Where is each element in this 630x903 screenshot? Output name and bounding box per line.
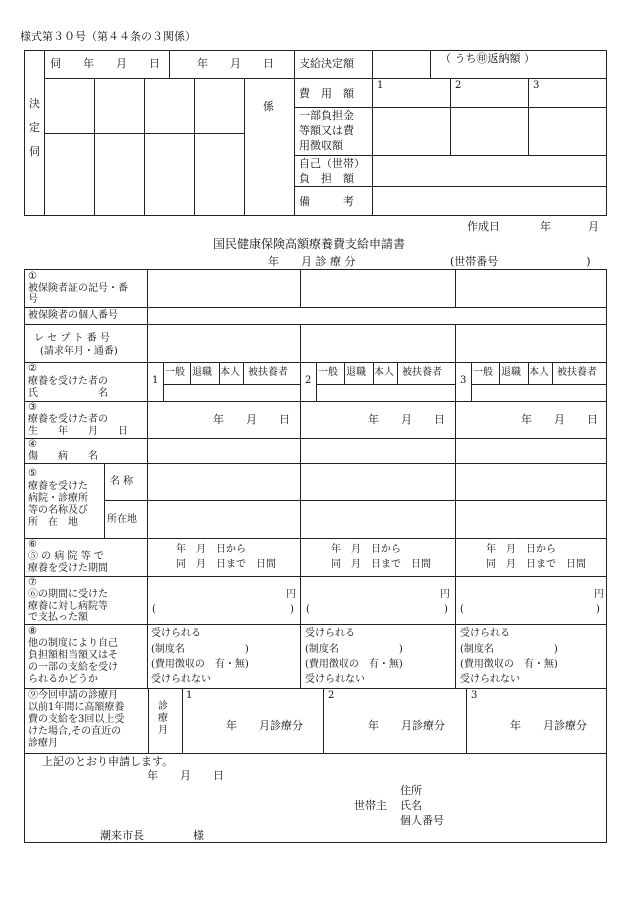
decision-date: 伺 年 月 日 bbox=[50, 57, 160, 70]
r5-label-2: 病院・診療所 bbox=[28, 493, 88, 504]
created-label: 作成日 bbox=[467, 220, 500, 233]
r6-c1-from: 年 月 日から bbox=[176, 544, 246, 555]
apply-date: 年 月 日 bbox=[147, 769, 224, 782]
r7-c1-open: ( bbox=[152, 604, 156, 615]
kakari-label: 係 bbox=[263, 100, 274, 113]
r8-c2-l3: (費用徴収の 有・無) bbox=[305, 659, 403, 670]
r2-col1-num: 1 bbox=[152, 375, 159, 386]
r9-c2-month: 年 月診療分 bbox=[368, 719, 445, 732]
r8-label-4: られるかどうか bbox=[28, 674, 98, 685]
r7-label-1: ⑥の期間に受けた bbox=[28, 589, 108, 600]
r6-c3-from: 年 月 日から bbox=[486, 544, 556, 555]
self-label-1: 自己（世帯） bbox=[299, 157, 365, 170]
r8-c1-l3: (費用徴収の 有・無) bbox=[151, 659, 249, 670]
r2-c2-type-3: 本人 bbox=[374, 367, 394, 378]
r7-c1-close: ) bbox=[290, 604, 294, 615]
r6-label-2: 療養を受けた期間 bbox=[28, 563, 108, 574]
r1-num: ① bbox=[28, 271, 37, 282]
remarks-label: 備 考 bbox=[299, 195, 354, 208]
head-label: 世帯主 bbox=[354, 799, 387, 812]
r7-c2-close: ) bbox=[444, 604, 448, 615]
r5-label-1: 療養を受けた bbox=[28, 481, 88, 492]
subtitle-period: 年 月 診 療 分 bbox=[268, 255, 356, 268]
r2-c1-type-4: 被扶養者 bbox=[248, 367, 288, 378]
side-label-1: 決 bbox=[29, 97, 40, 110]
r6-num: ⑥ bbox=[28, 539, 37, 550]
r6-c2-to: 同 月 日まで 日間 bbox=[331, 559, 431, 570]
r5-num: ⑤ bbox=[28, 468, 37, 479]
r2-col3-num: 3 bbox=[460, 375, 467, 386]
r1-label-1: 被保険者証の記号・番 bbox=[28, 283, 128, 294]
r8-label-2: 負担額相当額又はそ bbox=[28, 650, 118, 661]
r6-c2-from: 年 月 日から bbox=[331, 544, 401, 555]
r2-c2-type-4: 被扶養者 bbox=[402, 367, 442, 378]
r6-label-1: ⑤ の 病 院 等 で bbox=[28, 551, 104, 562]
r7-c2-yen: 円 bbox=[440, 589, 450, 600]
r2-c1-type-2: 退職 bbox=[192, 367, 212, 378]
r3-num: ③ bbox=[28, 402, 37, 413]
r9-label-2: 以前1年間に高額療養 bbox=[28, 702, 125, 713]
r2-c2-type-1: 一般 bbox=[318, 367, 338, 378]
r-receipt-label-1: レ セ プ ト 番 号 bbox=[34, 333, 110, 344]
r8-label-1: 他の制度により自己 bbox=[28, 638, 118, 649]
r2-c1-type-3: 本人 bbox=[220, 367, 240, 378]
r7-label-2: 療養に対し病院等 bbox=[28, 601, 108, 612]
id-label: 個人番号 bbox=[400, 814, 444, 827]
r7-label-3: で支払った額 bbox=[28, 612, 88, 623]
created-year: 年 bbox=[540, 220, 551, 233]
r6-c3-to: 同 月 日まで 日間 bbox=[486, 559, 586, 570]
mayor-label: 潮来市長 bbox=[100, 829, 144, 842]
r5-name-label: 名 称 bbox=[110, 476, 134, 487]
r3-c2-date: 年 月 日 bbox=[368, 413, 445, 426]
r2-num: ② bbox=[28, 363, 37, 374]
statement: 上記のとおり申請します。 bbox=[42, 755, 174, 768]
r5-addr-label: 所在地 bbox=[107, 514, 137, 525]
page-title: 国民健康保険高額療養費支給申請書 bbox=[213, 237, 406, 251]
r8-c3-l3: (費用徴収の 有・無) bbox=[460, 659, 558, 670]
r7-c1-yen: 円 bbox=[286, 589, 296, 600]
address-label: 住所 bbox=[400, 784, 422, 797]
r9-label-4: けた場合,その直近の bbox=[28, 726, 122, 737]
r4-label: 傷 病 名 bbox=[28, 451, 98, 462]
r2-c3-type-1: 一般 bbox=[473, 367, 493, 378]
form-number: 様式第３０号（第４４条の３関係） bbox=[20, 30, 196, 43]
r4-num: ④ bbox=[28, 439, 37, 450]
r8-c1-l2: (制度名 ) bbox=[151, 644, 249, 655]
r8-c3-l1: 受けられる bbox=[460, 628, 510, 639]
r3-label-1: 療養を受けた者の bbox=[28, 414, 108, 425]
subtitle-household: (世帯番号 ) bbox=[450, 255, 591, 268]
r8-label-3: の一部の支給を受け bbox=[28, 662, 118, 673]
r8-c2-l1: 受けられる bbox=[305, 628, 355, 639]
r9-c3-num: 3 bbox=[471, 690, 478, 701]
r9-side-3: 月 bbox=[158, 725, 168, 736]
col-3: 3 bbox=[533, 80, 540, 91]
r3-label-2: 生 年 月 日 bbox=[28, 426, 128, 437]
r2-c1-type-1: 一般 bbox=[165, 367, 185, 378]
amount-label: 支給決定額 bbox=[299, 57, 354, 70]
r1-label-2: 号 bbox=[28, 294, 38, 305]
r9-side-1: 診 bbox=[158, 701, 168, 712]
r3-c3-date: 年 月 日 bbox=[521, 413, 598, 426]
r8-c1-l1: 受けられる bbox=[151, 628, 201, 639]
r7-num: ⑦ bbox=[28, 577, 37, 588]
partial-label-1: 一部負担金 bbox=[299, 109, 354, 122]
r8-c3-l2: (制度名 ) bbox=[460, 644, 558, 655]
col-1: 1 bbox=[377, 80, 384, 91]
r7-c3-yen: 円 bbox=[594, 589, 604, 600]
r-individual-label: 被保険者の個人番号 bbox=[28, 310, 118, 321]
r8-c2-l2: (制度名 ) bbox=[305, 644, 403, 655]
sama-label: 様 bbox=[193, 829, 204, 842]
r8-c3-l4: 受けられない bbox=[460, 674, 520, 685]
created-month: 月 bbox=[588, 220, 599, 233]
partial-label-2: 等額又は費 bbox=[299, 124, 354, 137]
partial-label-3: 用徴収額 bbox=[299, 139, 343, 152]
r8-c2-l4: 受けられない bbox=[305, 674, 365, 685]
r9-label-1: ⑨今回申請の診療月 bbox=[28, 690, 118, 701]
r2-col2-num: 2 bbox=[305, 375, 312, 386]
r2-c3-type-4: 被扶養者 bbox=[557, 367, 597, 378]
r2-c3-type-3: 本人 bbox=[529, 367, 549, 378]
r7-c3-open: ( bbox=[460, 604, 464, 615]
cost-label: 費 用 額 bbox=[299, 87, 354, 100]
r-receipt-label-2: (請求年月・通番) bbox=[40, 346, 118, 357]
r6-c1-to: 同 月 日まで 日間 bbox=[176, 559, 276, 570]
self-label-2: 負 担 額 bbox=[299, 172, 354, 185]
r3-c1-date: 年 月 日 bbox=[213, 413, 290, 426]
r5-label-4: 所 在 地 bbox=[28, 517, 78, 528]
col-2: 2 bbox=[455, 80, 462, 91]
r2-label-2: 氏 名 bbox=[28, 388, 108, 399]
r9-c1-num: 1 bbox=[186, 690, 193, 701]
r9-c3-month: 年 月診療分 bbox=[510, 719, 587, 732]
r2-c3-type-2: 退職 bbox=[501, 367, 521, 378]
r5-label-3: 等の名称及び bbox=[28, 505, 88, 516]
r9-c2-num: 2 bbox=[328, 690, 335, 701]
refund-label: （ うち㊞返納額 ） bbox=[440, 52, 535, 65]
r7-c3-close: ) bbox=[596, 604, 600, 615]
r9-c1-month: 年 月診療分 bbox=[226, 719, 303, 732]
r9-label-3: 費の支給を3回以上受 bbox=[28, 714, 125, 725]
r8-num: ⑧ bbox=[28, 626, 37, 637]
r2-label-1: 療養を受けた者の bbox=[28, 376, 108, 387]
side-label-3: 伺 bbox=[29, 145, 40, 158]
side-label-2: 定 bbox=[29, 121, 40, 134]
decision-date-2: 年 月 日 bbox=[197, 57, 274, 70]
r9-label-5: 診療月 bbox=[28, 738, 58, 749]
r2-c2-type-2: 退職 bbox=[346, 367, 366, 378]
r8-c1-l4: 受けられない bbox=[151, 674, 211, 685]
r9-side-2: 療 bbox=[158, 713, 168, 724]
r7-c2-open: ( bbox=[306, 604, 310, 615]
name-label: 氏名 bbox=[400, 799, 422, 812]
